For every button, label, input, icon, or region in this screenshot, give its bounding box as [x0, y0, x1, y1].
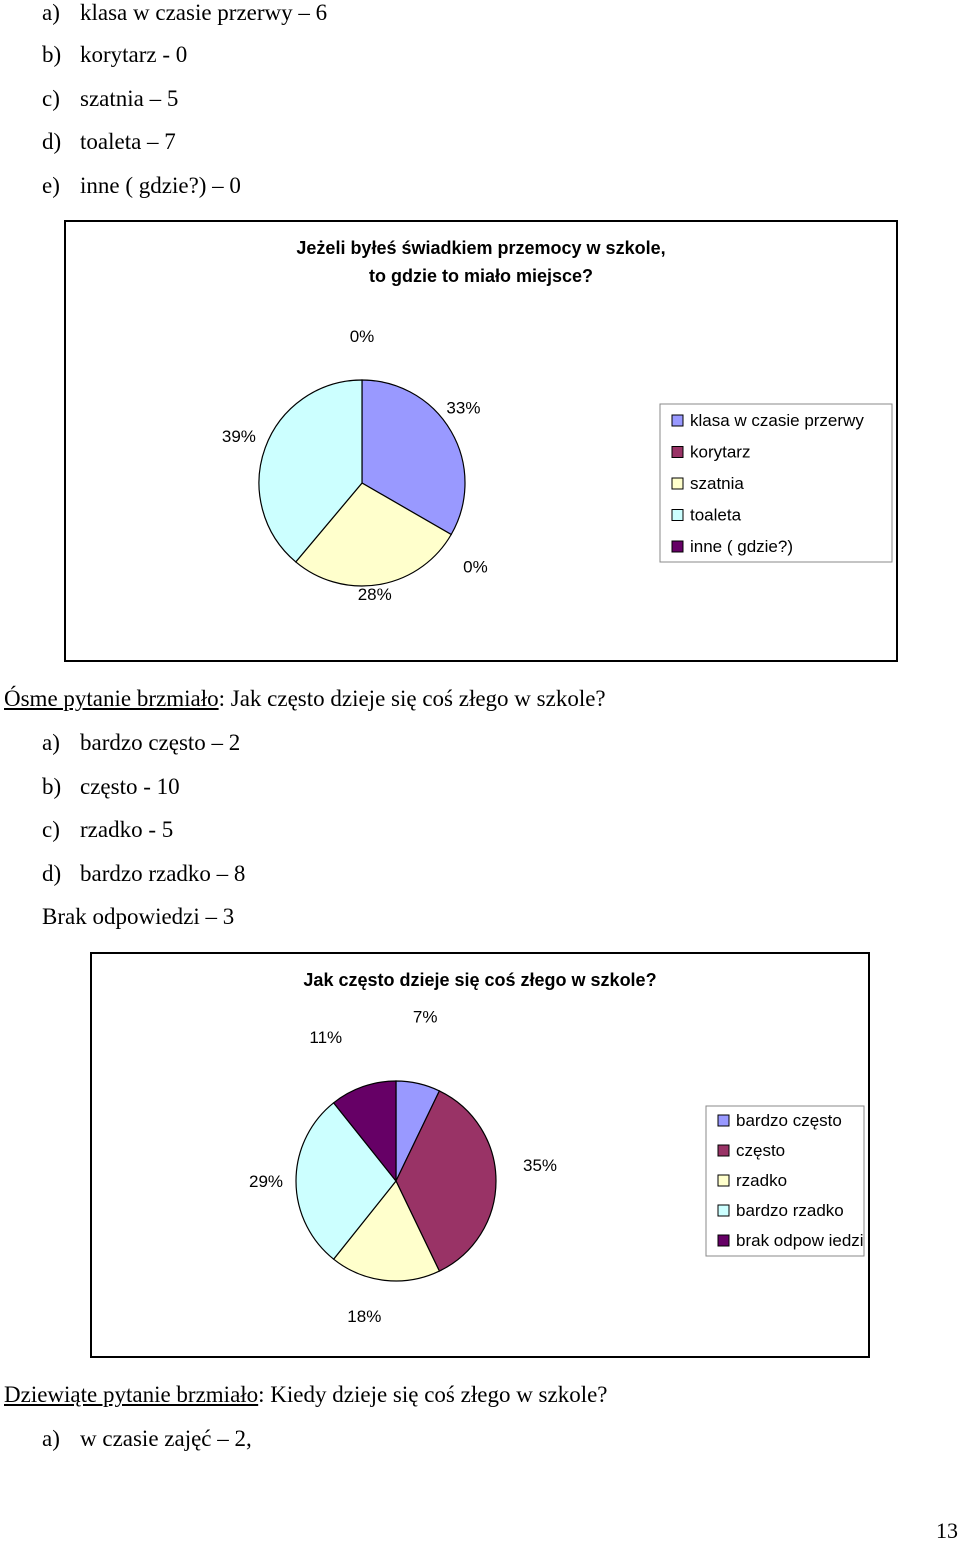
list-marker: d)	[42, 129, 62, 154]
legend-swatch	[672, 478, 683, 489]
question-text: : Kiedy dzieje się coś złego w szkole?	[258, 1382, 608, 1407]
data-label: 18%	[347, 1307, 382, 1327]
list-marker: d)	[42, 861, 62, 886]
chart-location	[64, 220, 898, 662]
data-label: 39%	[221, 427, 256, 447]
chart-title-line-1: Jeżeli byłeś świadkiem przemocy w szkole,	[296, 238, 666, 258]
list-item-text: często - 10	[80, 774, 180, 799]
legend-label: inne ( gdzie?)	[690, 537, 794, 556]
list-item-text: korytarz - 0	[80, 42, 188, 67]
question-label: Ósme pytanie brzmiało	[4, 686, 219, 711]
list-item-text: w czasie zajęć – 2,	[80, 1426, 252, 1451]
pie-chart	[92, 954, 868, 1356]
list-item	[42, 129, 176, 155]
list-marker: a)	[42, 730, 60, 755]
list-item	[42, 861, 245, 887]
legend-swatch	[672, 541, 683, 552]
brak-odpowiedzi: Brak odpowiedzi – 3	[42, 904, 235, 929]
legend-swatch	[718, 1235, 729, 1246]
question-9	[4, 1382, 608, 1408]
list-marker: e)	[42, 173, 60, 198]
list-marker: b)	[42, 774, 62, 799]
legend-label: często	[736, 1141, 786, 1160]
list-marker: a)	[42, 1426, 60, 1451]
list-marker: b)	[42, 42, 62, 67]
data-label: 35%	[522, 1156, 558, 1175]
legend-swatch	[718, 1115, 729, 1126]
list-item-text: toaleta – 7	[80, 129, 176, 154]
question-8	[4, 686, 606, 712]
list-item	[42, 0, 327, 26]
legend-label: rzadko	[736, 1171, 788, 1190]
legend-label: korytarz	[690, 442, 751, 462]
legend-swatch	[718, 1205, 729, 1216]
data-label: 33%	[446, 398, 481, 418]
data-label: 7%	[412, 1007, 438, 1027]
legend-swatch	[672, 415, 683, 426]
data-label: 0%	[463, 557, 488, 577]
data-label: 0%	[349, 327, 375, 346]
list-item	[42, 42, 187, 68]
legend-label: szatnia	[690, 474, 744, 493]
legend-label: bardzo często	[736, 1111, 842, 1130]
list-item-text: inne ( gdzie?) – 0	[80, 173, 241, 198]
legend-swatch	[718, 1145, 729, 1156]
chart-frequency	[90, 952, 870, 1358]
list-item-text: klasa w czasie przerwy – 6	[80, 0, 328, 25]
question-label: Dziewiąte pytanie brzmiało	[4, 1382, 259, 1407]
chart-title: Jak często dzieje się coś złego w szkole?	[303, 970, 657, 990]
list-item-text: szatnia – 5	[80, 86, 179, 111]
list-marker: a)	[42, 0, 60, 25]
legend-label: toaleta	[690, 505, 742, 525]
page-number: 13	[936, 1518, 958, 1543]
legend-label: brak odpow iedzi	[736, 1231, 864, 1250]
list-item-text: bardzo rzadko – 8	[80, 861, 246, 886]
list-item	[42, 730, 240, 756]
list-item	[42, 774, 180, 800]
pie-chart	[66, 222, 896, 660]
legend-swatch	[672, 447, 683, 458]
list-item-text: bardzo często – 2	[80, 730, 241, 755]
list-item	[42, 817, 173, 843]
list-item	[42, 86, 178, 112]
legend-label: bardzo rzadko	[736, 1201, 844, 1220]
question-text: : Jak często dzieje się coś złego w szkole?	[218, 686, 606, 711]
chart-title-line-2: to gdzie to miało miejsce?	[368, 266, 594, 286]
data-label: 28%	[357, 585, 392, 605]
list-item	[42, 173, 241, 199]
list-marker: c)	[42, 817, 60, 842]
data-label: 11%	[309, 1027, 343, 1047]
list-item	[42, 1426, 252, 1452]
legend-swatch	[718, 1175, 729, 1186]
list-item-text: rzadko - 5	[80, 817, 174, 842]
legend-label: klasa w czasie przerwy	[690, 411, 864, 430]
legend-swatch	[672, 510, 683, 521]
data-label: 29%	[248, 1172, 284, 1191]
list-marker: c)	[42, 86, 60, 111]
